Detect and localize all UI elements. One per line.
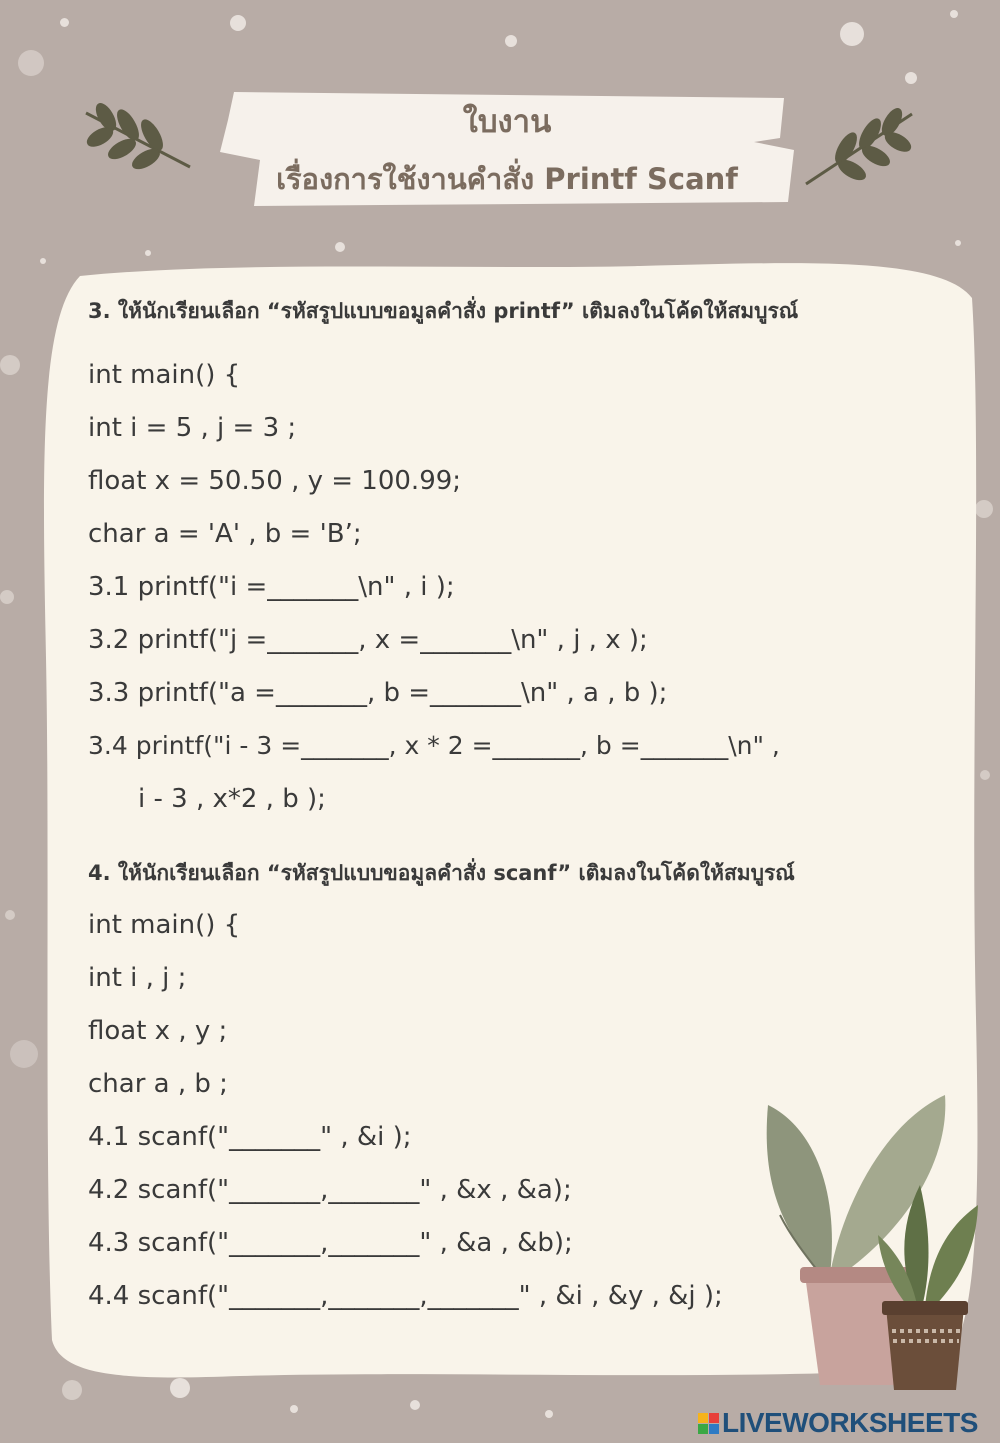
code-line: int main() { [88, 910, 241, 940]
code-line: int i = 5 , j = 3 ; [88, 413, 297, 443]
question-3-4-args: i - 3 , x*2 , b ); [138, 784, 326, 814]
code-line: int main() { [88, 360, 241, 390]
code-line: int i , j ; [88, 963, 187, 993]
question-3-1: 3.1 printf("i =_______\n" , i ); [88, 572, 455, 602]
section4-heading: 4. ให้นักเรียนเลือก “รหัสรูปแบบขอมูลคำสั่ง scanf” เติมลงในโค้ดให้สมบูรณ์ [88, 861, 795, 885]
leaf-branch-icon-left [78, 95, 198, 175]
code-line: char a = 'A' , b = 'B’; [88, 519, 362, 549]
code-line: float x = 50.50 , y = 100.99; [88, 466, 462, 496]
section3-heading: 3. ให้นักเรียนเลือก “รหัสรูปแบบขอมูลคำสั่ง printf” เติมลงในโค้ดให้สมบูรณ์ [88, 299, 799, 323]
worksheet-title: ใบงาน [462, 104, 552, 140]
question-3-4: 3.4 printf("i - 3 =_______, x * 2 =_______, b =_______\n" , [88, 731, 780, 760]
question-4-3: 4.3 scanf("_______,_______" , &a , &b); [88, 1228, 573, 1258]
brand-name: LIVEWORKSHEETS [722, 1407, 978, 1438]
liveworksheets-brand[interactable] [698, 1408, 978, 1438]
worksheet-subtitle: เรื่องการใช้งานคำสั่ง Printf Scanf [276, 162, 738, 196]
code-line: char a , b ; [88, 1069, 228, 1099]
question-4-4: 4.4 scanf("_______,_______,_______" , &i , &y , &j ); [88, 1281, 723, 1311]
leaf-branch-icon-right [800, 100, 920, 190]
code-line: float x , y ; [88, 1016, 228, 1046]
question-3-3: 3.3 printf("a =_______, b =_______\n" , a , b ); [88, 678, 668, 708]
question-4-1: 4.1 scanf("_______" , &i ); [88, 1122, 412, 1152]
title-banner [214, 90, 800, 210]
potted-plant-icon [750, 1085, 990, 1395]
question-3-2: 3.2 printf("j =_______, x =_______\n" , j , x ); [88, 625, 648, 655]
liveworksheets-logo-icon [698, 1413, 719, 1434]
question-4-2: 4.2 scanf("_______,_______" , &x , &a); [88, 1175, 572, 1205]
